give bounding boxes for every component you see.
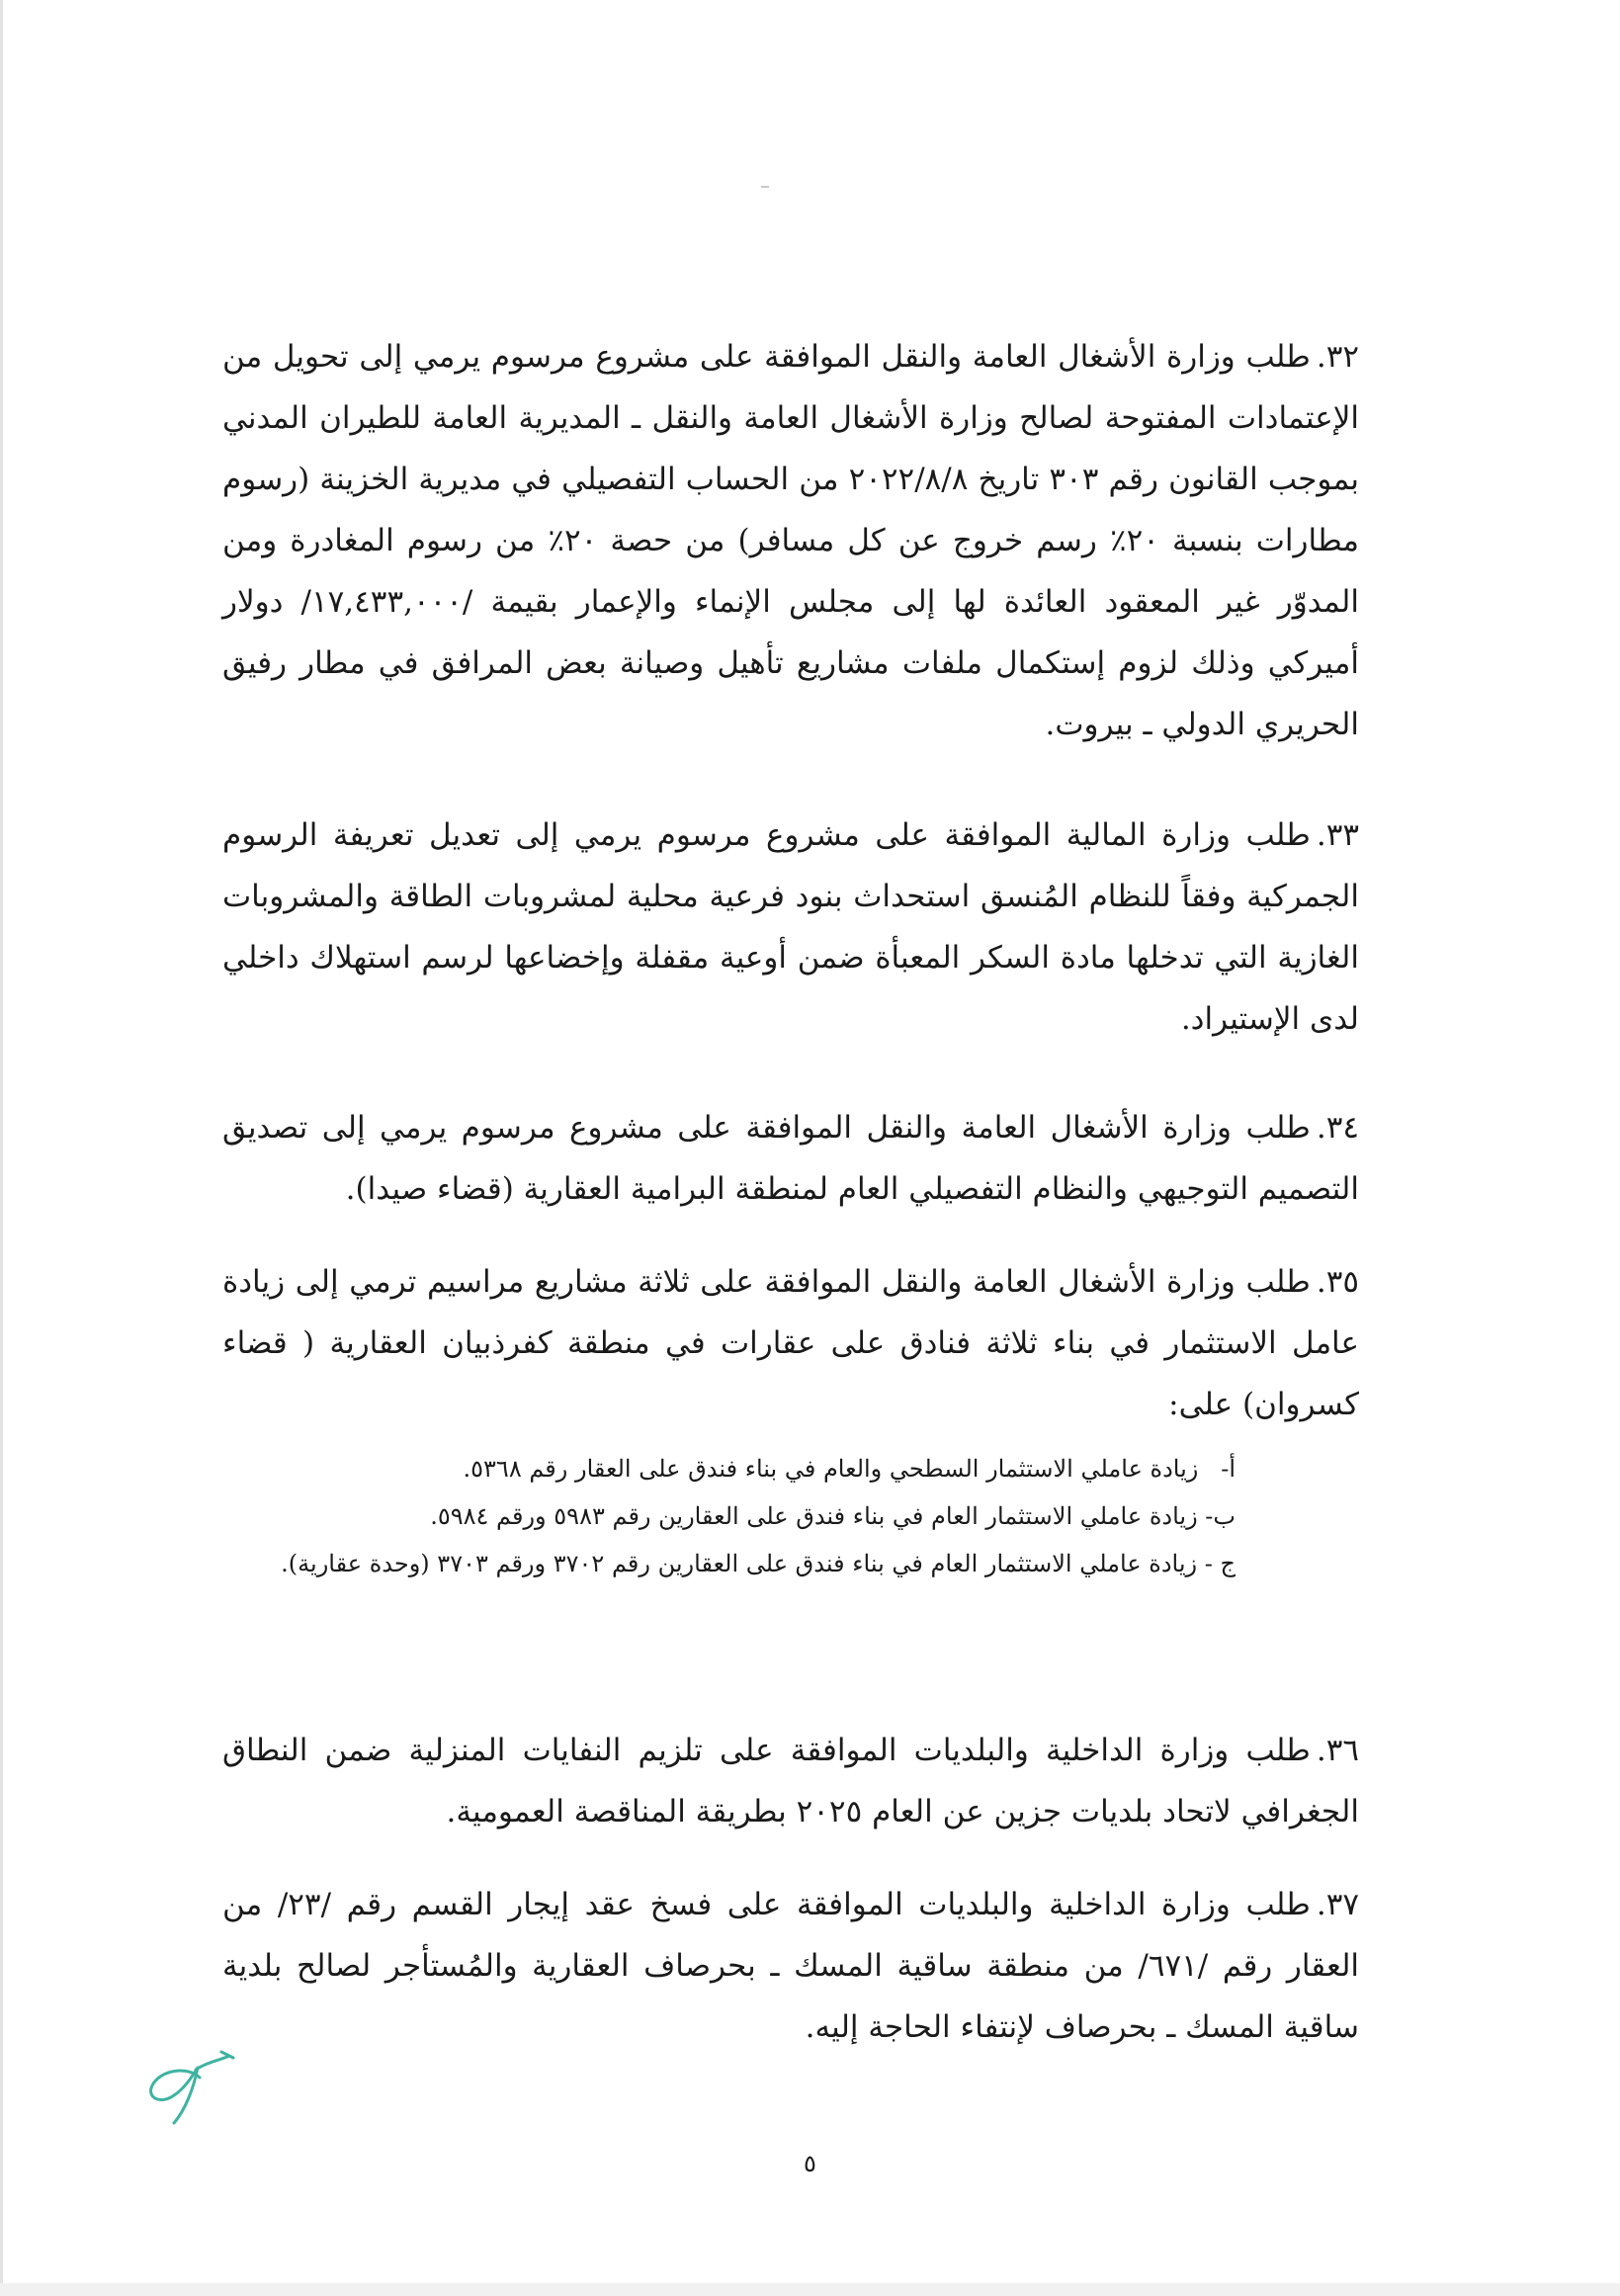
agenda-item-35 <box>222 1251 1359 1435</box>
agenda-item-33 <box>222 805 1359 1050</box>
sub-item-c <box>222 1540 1236 1587</box>
scan-mark <box>761 186 769 188</box>
agenda-item-35-sublist <box>222 1445 1236 1587</box>
sub-item-marker: أ- <box>1221 1455 1236 1483</box>
item-number: ٣٦. <box>1316 1733 1359 1768</box>
item-text: طلب وزارة الداخلية والبلديات الموافقة على فسخ عقد إيجار القسم رقم /٢٣/ من العقار رقم /٦٧١/ من منطقة ساقية المسك ـ بحرصاف العقارية والمُستأجر لصالح بلدية ساقية المسك ـ بحرصاف لإنتفاء الحاجة إليه. <box>222 1887 1359 2045</box>
sub-item-text: زيادة عاملي الاستثمار السطحي والعام في بناء فندق على العقار رقم ٥٣٦٨. <box>463 1455 1199 1483</box>
item-text: طلب وزارة الأشغال العامة والنقل الموافقة على مشروع مرسوم يرمي إلى تحويل من الإعتمادات المفتوحة لصالح وزارة الأشغال العامة والنقل ـ المديرية العامة للطيران المدني بموجب القانون رقم ٣٠٣ تاريخ ٢٠٢٢/٨/٨ من الحساب التفصيلي في مديرية الخزينة (رسوم مطارات بنسبة ٢٠٪ رسم خروج عن كل مسافر) من حصة ٢٠٪ من رسوم المغادرة ومن المدوّر غير المعقود العائدة لها إلى مجلس الإنماء والإعمار بقيمة /١٧,٤٣٣,٠٠٠/ دولار أميركي وذلك لزوم إستكمال ملفات مشاريع تأهيل وصيانة بعض المرافق في مطار رفيق الحريري الدولي ـ بيروت. <box>222 339 1360 742</box>
item-text: طلب وزارة الأشغال العامة والنقل الموافقة على ثلاثة مشاريع مراسيم ترمي إلى زيادة عامل الاستثمار في بناء ثلاثة فنادق على عقارات في منطقة كفرذبيان العقارية ( قضاء كسروان) على: <box>222 1264 1359 1422</box>
item-number: ٣٢. <box>1316 339 1359 375</box>
item-number: ٣٧. <box>1316 1887 1359 1922</box>
agenda-item-32 <box>222 326 1359 755</box>
sub-item-a <box>222 1445 1236 1492</box>
item-number: ٣٤. <box>1316 1110 1359 1146</box>
signature-icon <box>138 2048 247 2127</box>
sub-item-text: زيادة عاملي الاستثمار العام في بناء فندق على العقارين رقم ٥٩٨٣ ورقم ٥٩٨٤. <box>430 1502 1198 1530</box>
sub-item-marker: ج - <box>1204 1550 1236 1577</box>
item-text: طلب وزارة الداخلية والبلديات الموافقة على تلزيم النفايات المنزلية ضمن النطاق الجغرافي لاتحاد بلديات جزين عن العام ٢٠٢٥ بطريقة المناقصة العمومية. <box>222 1733 1359 1829</box>
item-text: طلب وزارة الأشغال العامة والنقل الموافقة على مشروع مرسوم يرمي إلى تصديق التصميم التوجيهي والنظام التفصيلي العام لمنطقة البرامية العقارية (قضاء صيدا). <box>222 1110 1359 1207</box>
scan-edge <box>0 0 3 2296</box>
sub-item-text: زيادة عاملي الاستثمار العام في بناء فندق على العقارين رقم ٣٧٠٢ ورقم ٣٧٠٣ (وحدة عقارية). <box>281 1550 1198 1577</box>
item-number: ٣٣. <box>1316 817 1359 853</box>
agenda-item-36 <box>222 1720 1359 1842</box>
agenda-item-37 <box>222 1874 1359 2058</box>
sub-item-b <box>222 1492 1236 1540</box>
agenda-item-34 <box>222 1097 1359 1220</box>
scan-bottom-edge <box>0 2283 1620 2296</box>
item-number: ٣٥. <box>1316 1264 1359 1300</box>
item-text: طلب وزارة المالية الموافقة على مشروع مرسوم يرمي إلى تعديل تعريفة الرسوم الجمركية وفقاً للنظام المُنسق استحداث بنود فرعية محلية لمشروبات الطاقة والمشروبات الغازية التي تدخلها مادة السكر المعبأة ضمن أوعية مقفلة وإخضاعها لرسم استهلاك داخلي لدى الإستيراد. <box>222 817 1359 1037</box>
sub-item-marker: ب- <box>1205 1502 1236 1530</box>
page-number: ٥ <box>804 2150 816 2177</box>
